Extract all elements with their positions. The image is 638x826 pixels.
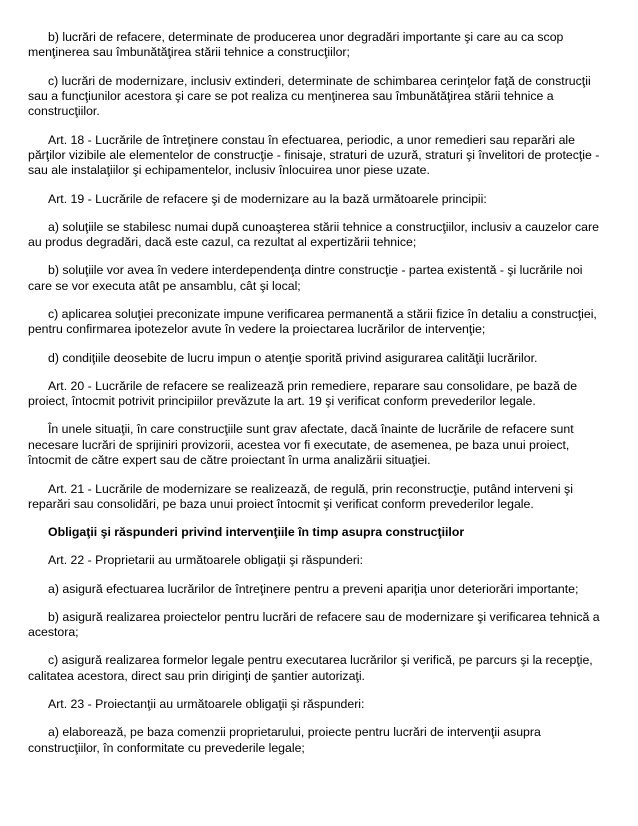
section-heading-obligatii: Obligaţii şi răspunderi privind intervenţiile în timp asupra construcţiilor [48, 525, 465, 540]
paragraph-art-22-c: c) asigură realizarea formelor legale pentru executarea lucrărilor şi verifică, pe parcurs şi la recepţie, calitatea acestora, direct sau prin diriginţi de şantier autorizaţi. [28, 653, 593, 683]
paragraph-art-22: Art. 22 - Proprietarii au următoarele obligaţii şi răspunderi: [48, 553, 364, 568]
paragraph-art-20: Art. 20 - Lucrările de refacere se realizează prin remediere, reparare sau consolidare, pe bază de proiect, întocmit potrivit principiilor prevăzute la art. 19 şi verificat conform prevederilor legale. [28, 378, 578, 409]
paragraph-art-19-d: d) condiţiile deosebite de lucru impun o atenţie sporită privind asigurarea calităţii lucrărilor. [48, 350, 538, 365]
paragraph-c-modernizare: c) lucrări de modernizare, inclusiv extinderi, determinate de schimbarea cerinţelor faţă de construcţii sau a funcţiunilor acestora şi care se pot realiza cu menţinerea sau îmbunătăţirea stării tehnice a construcţiilor. [28, 73, 591, 119]
document-page [28, 30, 608, 769]
paragraph-art-20-situatii: În unele situaţii, în care construcţiile sunt grav afectate, dacă înainte de lucrările de refacere sunt necesare lucrări de sprijiniri provizorii, acestea vor fi executate, de asemenea, pe baza unui proiect, întocmit de către expert sau de către proiectant în urma analizării situaţiei. [28, 422, 574, 468]
paragraph-art-18: Art. 18 - Lucrările de întreţinere constau în efectuarea, periodic, a unor remedieri sau reparări ale părţilor vizibile ale elementelor de construcţie - finisaje, straturi de uzură, straturi şi învelitori de protecţie - sau ale instalaţiilor şi echipamentelor, inclusiv înlocuirea unor piese uzate. [28, 132, 600, 178]
paragraph-art-19-c: c) aplicarea soluţiei preconizate impune verificarea permanentă a stării fizice în detaliu a construcţiei, pentru confirmarea ipotezelor avute în vedere la proiectarea lucrărilor de intervenţie; [28, 307, 597, 337]
paragraph-b-refacere: b) lucrări de refacere, determinate de producerea unor degradări importante şi care au ca scop menţinerea sau îmbunătăţirea stării tehnice a construcţiilor; [28, 30, 564, 60]
paragraph-art-23-a: a) elaborează, pe baza comenzii proprietarului, proiecte pentru lucrări de intervenţii asupra construcţiilor, în conformitate cu prevederile legale; [28, 725, 541, 755]
paragraph-art-23: Art. 23 - Proiectanţii au următoarele obligaţii şi răspunderi: [48, 696, 365, 711]
paragraph-art-19: Art. 19 - Lucrările de refacere şi de modernizare au la bază următoarele principii: [48, 191, 487, 206]
paragraph-art-22-b: b) asigură realizarea proiectelor pentru lucrări de refacere sau de modernizare şi verificarea tehnică a acestora; [28, 609, 600, 640]
paragraph-art-22-a: a) asigură efectuarea lucrărilor de întreţinere pentru a preveni apariţia unor deteriorări importante; [48, 581, 579, 596]
paragraph-art-19-b: b) soluţiile vor avea în vedere interdependenţa dintre construcţie - partea existentă - şi lucrările noi care se vor executa atât pe ansamblu, cât şi local; [28, 263, 583, 293]
paragraph-art-21: Art. 21 - Lucrările de modernizare se realizează, de regulă, prin reconstrucţie, putând interveni şi reparări sau consolidări, pe baza unui proiect întocmit şi verificat conform prevederilor legale. [28, 481, 573, 511]
paragraph-art-19-a: a) soluţiile se stabilesc numai după cunoaşterea stării tehnice a construcţiilor, inclusiv a cauzelor care au produs degradări, dacă este cazul, ca rezultat al expertizării tehnice; [28, 219, 599, 250]
